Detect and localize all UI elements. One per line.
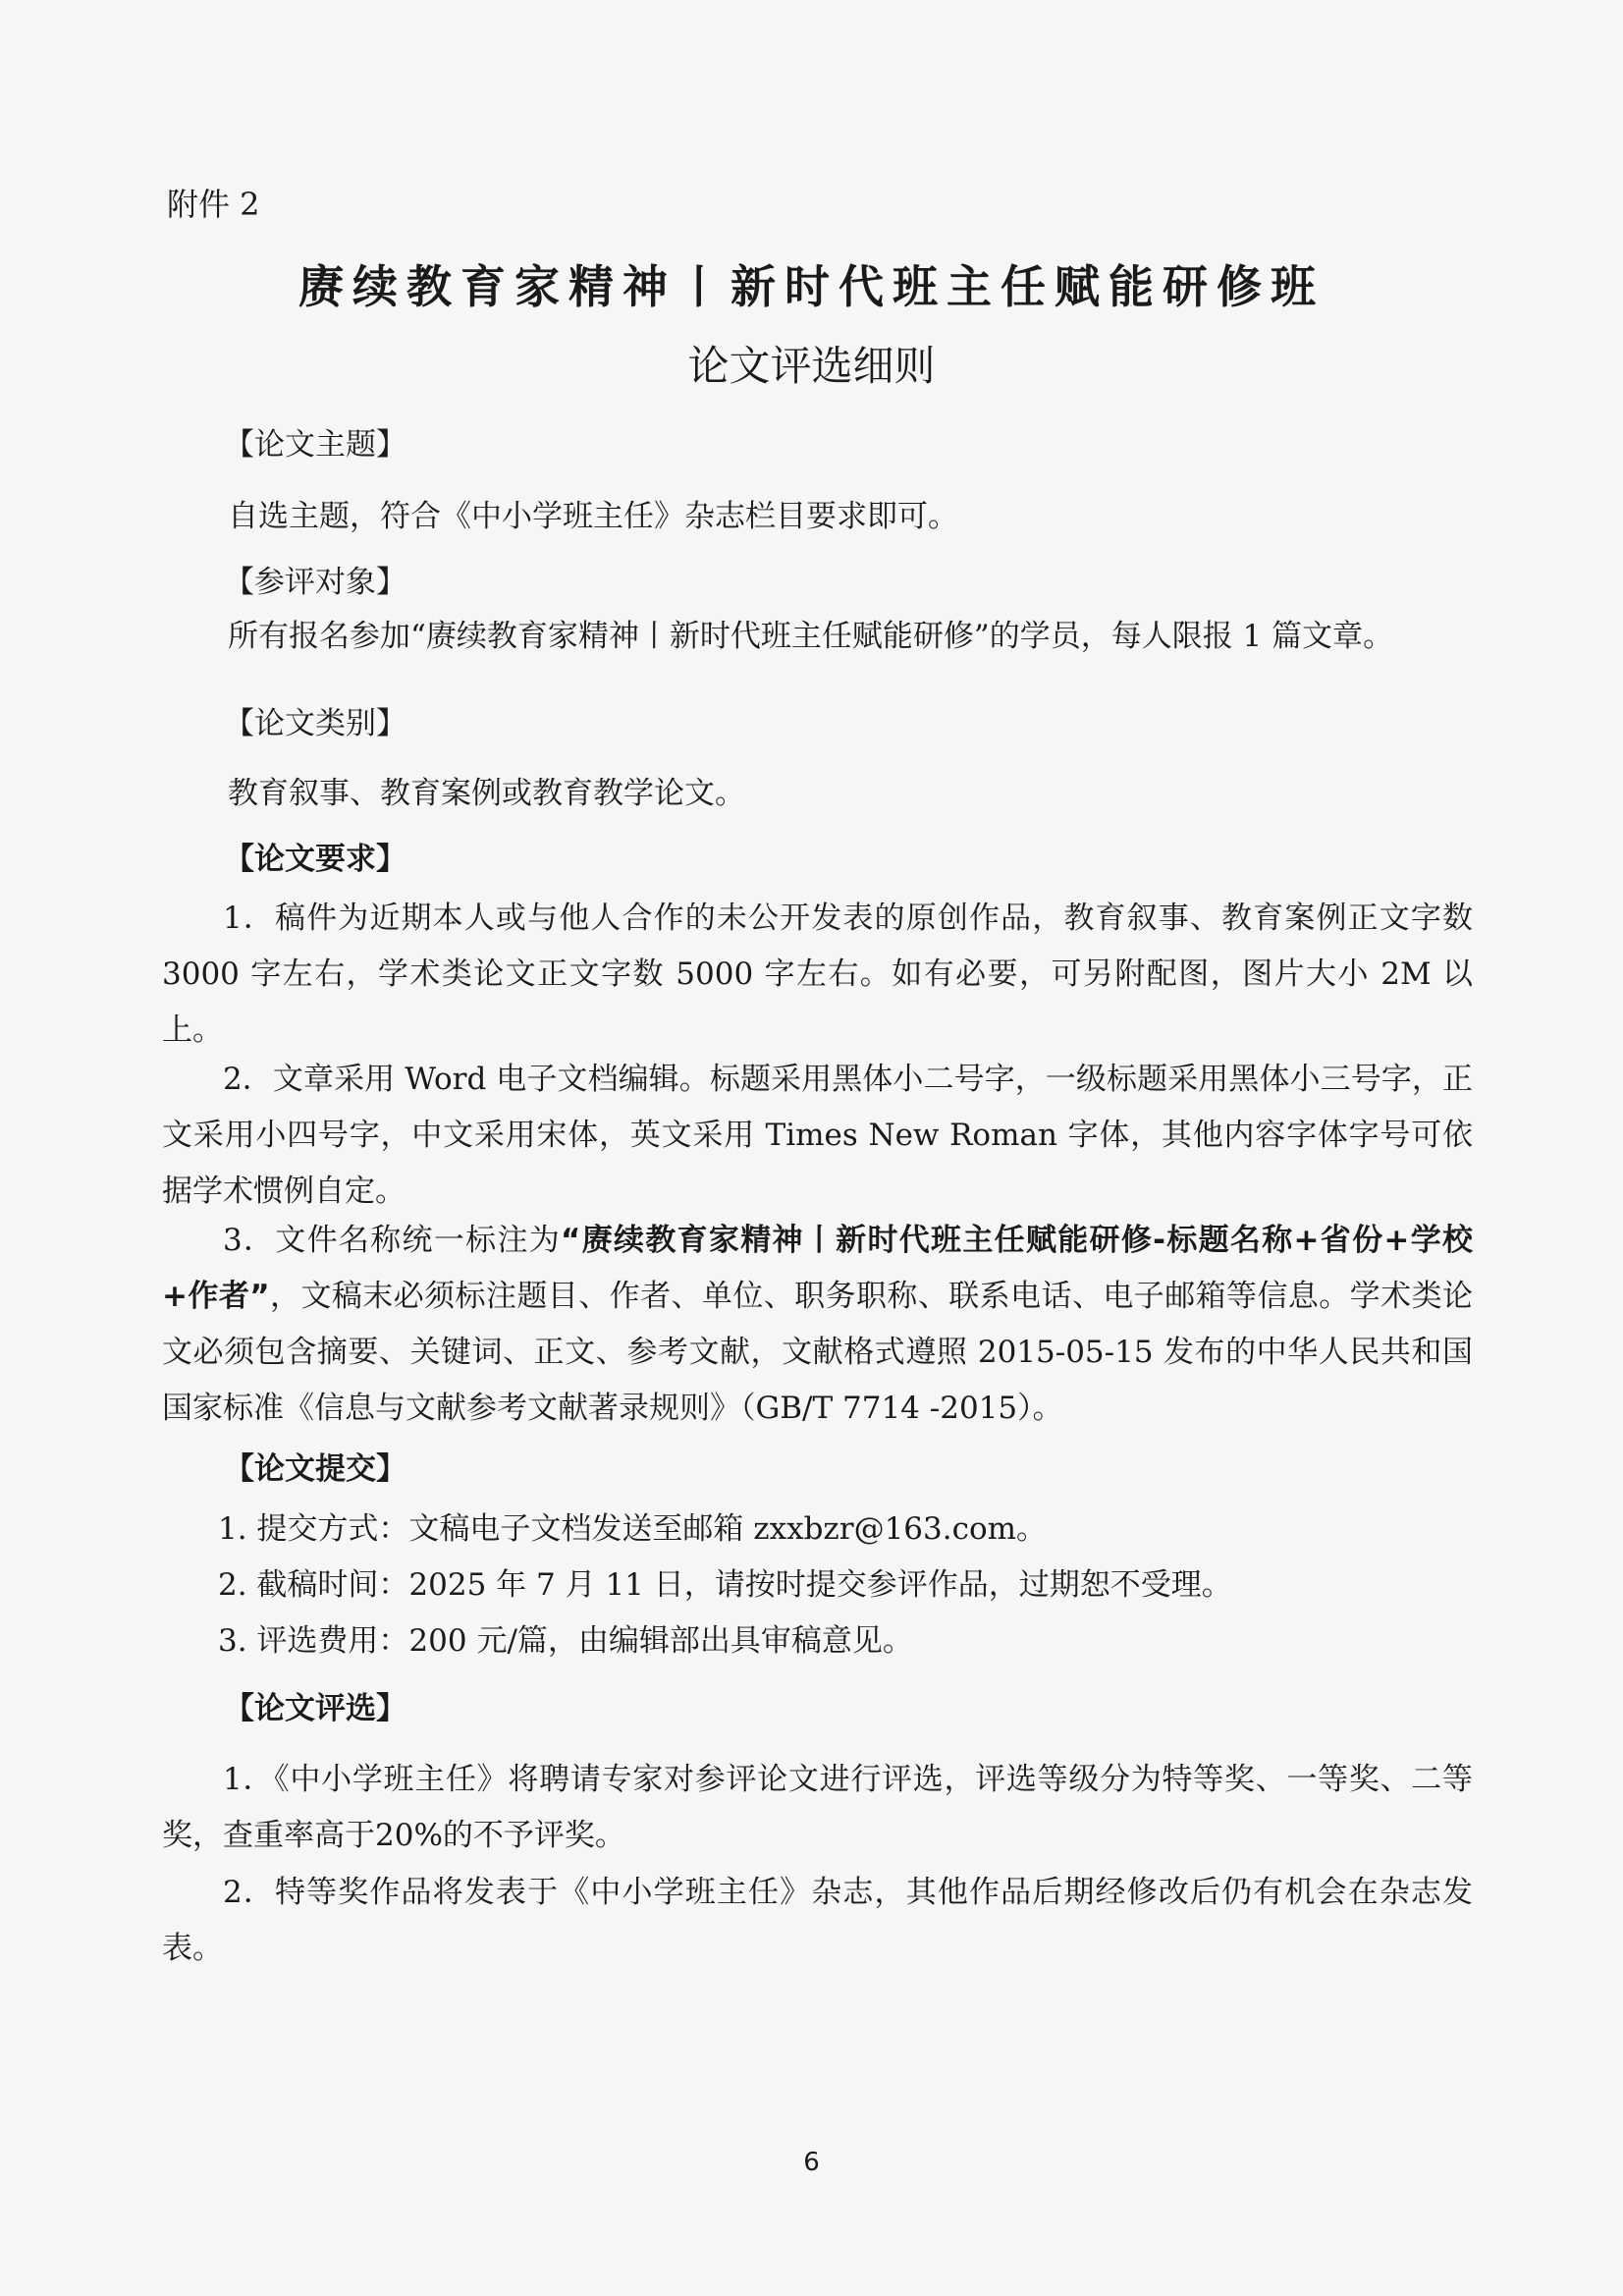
requirements-paragraph-2: 2．文章采用 Word 电子文档编辑。标题采用黑体小二号字，一级标题采用黑体小三号字，正文采用小四号字，中文采用宋体，英文采用 Times New Roman 字体，其他内容字体字号可依据学术惯例自定。	[162, 1062, 1473, 1209]
submission-item: 1. 提交方式：文稿电子文档发送至邮箱 zxxbzr@163.com。	[218, 1511, 1048, 1547]
naming-rule-prefix: 3．文件名称统一标注为	[223, 1223, 562, 1258]
participants-heading: 【参评对象】	[224, 565, 406, 600]
document-title: 赓续教育家精神丨新时代班主任赋能研修班	[298, 260, 1325, 313]
theme-text: 自选主题，符合《中小学班主任》杂志栏目要求即可。	[228, 499, 958, 534]
attachment-label: 附件 2	[167, 186, 260, 223]
naming-rule-format: “赓续教育家精神丨新时代班主任赋能研修-标题名称+省份+学校+作者”	[162, 1223, 1473, 1314]
page-number: 6	[803, 2148, 820, 2177]
requirements-paragraph-3	[162, 1213, 1473, 1437]
evaluation-paragraph-2: 2．特等奖作品将发表于《中小学班主任》杂志，其他作品后期经修改后仍有机会在杂志发表。	[162, 1875, 1473, 1966]
participants-text: 所有报名参加“赓续教育家精神丨新时代班主任赋能研修”的学员，每人限报 1 篇文章。	[228, 619, 1394, 654]
submission-item: 3. 评选费用：200 元/篇，由编辑部出具审稿意见。	[218, 1623, 913, 1659]
theme-heading: 【论文主题】	[224, 427, 406, 463]
requirements-paragraph-1: 1．稿件为近期本人或与他人合作的未公开发表的原创作品，教育叙事、教育案例正文字数 3000 字左右，学术类论文正文字数 5000 字左右。如有必要，可另附配图，图片大小 2M 以上。	[162, 901, 1473, 1048]
submission-heading: 【论文提交】	[224, 1451, 406, 1487]
naming-rule-rest: ，文稿末必须标注题目、作者、单位、职务职称、联系电话、电子邮箱等信息。学术类论文必须包含摘要、关键词、正文、参考文献，文献格式遵照 2015-05-15 发布的中华人民共和国国家标准《信息与文献参考文献著录规则》（GB/T 7714 -2015）。	[162, 1279, 1473, 1426]
category-text: 教育叙事、教育案例或教育教学论文。	[228, 776, 745, 811]
submission-item: 2. 截稿时间：2025 年 7 月 11 日，请按时提交参评作品，过期恕不受理。	[218, 1567, 1232, 1603]
evaluation-paragraph-1: 1．《中小学班主任》将聘请专家对参评论文进行评选，评选等级分为特等奖、一等奖、二等奖，查重率高于20%的不予评奖。	[162, 1762, 1473, 1853]
evaluation-heading: 【论文评选】	[224, 1691, 406, 1726]
category-heading: 【论文类别】	[224, 706, 406, 741]
requirements-heading: 【论文要求】	[224, 842, 406, 877]
document-subtitle: 论文评选细则	[687, 342, 936, 390]
